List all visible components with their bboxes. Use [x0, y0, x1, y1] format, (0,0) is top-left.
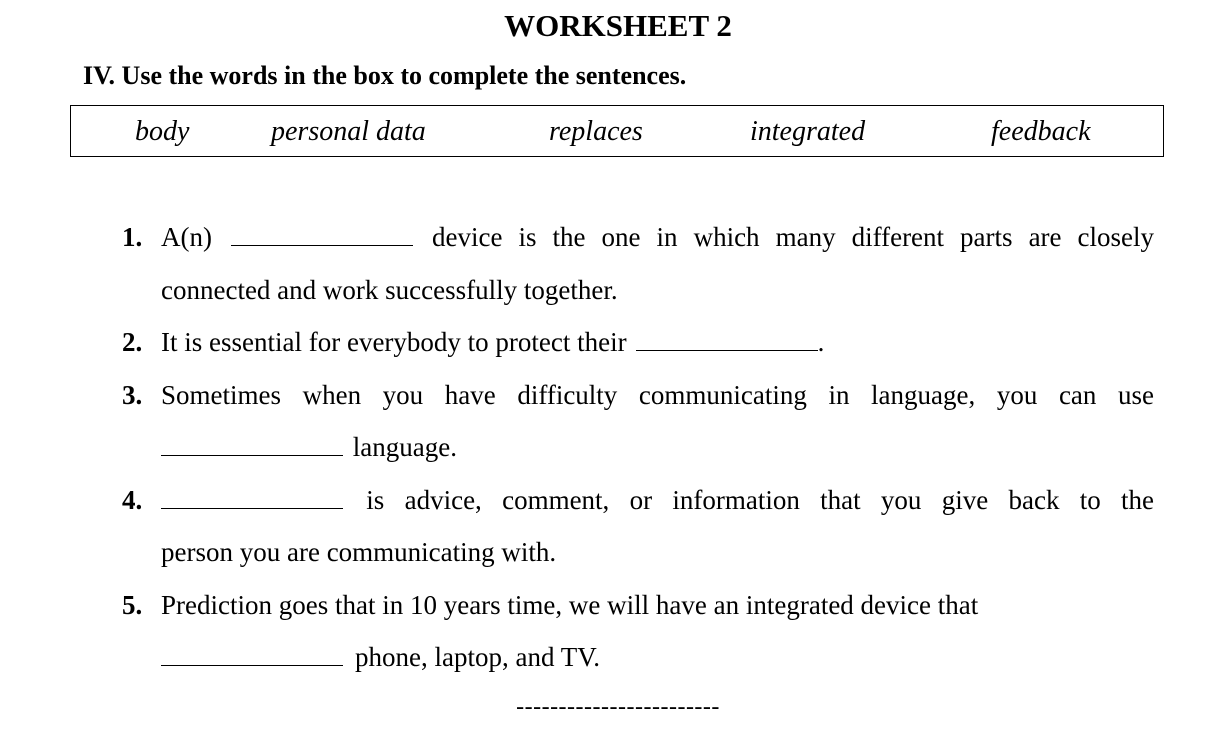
- item-line: [161, 369, 1154, 422]
- item-number: 3.: [122, 379, 143, 410]
- item-text: is advice, comment, or information that you give back to the: [366, 484, 1154, 515]
- item-text: person you are communicating with.: [161, 537, 557, 567]
- item-number: 4.: [122, 484, 143, 515]
- item-number: 5.: [122, 589, 143, 620]
- item-text: A(n): [161, 222, 212, 252]
- word-replaces: replaces: [549, 116, 643, 147]
- item-line: [161, 474, 1154, 527]
- sentence-item-2: [0, 316, 1209, 369]
- sentence-item-5: [0, 579, 1209, 684]
- item-line: [161, 579, 1154, 632]
- word-box: [70, 105, 1164, 157]
- sentence-list: [0, 211, 1209, 684]
- item-line: [161, 631, 1154, 684]
- item-text: phone, laptop, and TV.: [355, 642, 600, 672]
- sentence-item-4: [0, 474, 1209, 579]
- item-line: [161, 526, 1154, 579]
- answer-blank[interactable]: [161, 433, 343, 456]
- item-number: 1.: [122, 222, 143, 252]
- answer-blank[interactable]: [161, 486, 343, 509]
- worksheet-title: WORKSHEET 2: [504, 8, 732, 43]
- word-body: body: [135, 116, 190, 147]
- word-integrated: integrated: [750, 116, 866, 147]
- item-line: [161, 316, 1154, 369]
- item-text: .: [817, 327, 825, 357]
- word-personal-data: personal data: [271, 116, 426, 147]
- word-feedback: feedback: [991, 116, 1091, 147]
- item-text: Sometimes when you have difficulty communicating in language, you can use: [161, 379, 1154, 410]
- item-number: 2.: [122, 327, 143, 357]
- item-text: Prediction goes that in 10 years time, we will have an integrated device that: [161, 589, 979, 620]
- item-line: [161, 264, 1154, 317]
- sentence-item-3: [0, 369, 1209, 474]
- answer-blank[interactable]: [231, 223, 413, 246]
- answer-blank[interactable]: [636, 328, 818, 351]
- end-divider: ------------------------: [516, 694, 720, 720]
- sentence-item-1: [0, 211, 1209, 316]
- item-line: [161, 421, 1154, 474]
- item-text: It is essential for everybody to protect their: [161, 327, 627, 357]
- item-text: language.: [352, 432, 457, 462]
- item-text: device is the one in which many different parts are closely: [432, 222, 1154, 252]
- item-text: connected and work successfully together.: [161, 274, 618, 305]
- item-line: [161, 211, 1154, 264]
- instruction-heading: IV. Use the words in the box to complete the sentences.: [83, 61, 687, 90]
- answer-blank[interactable]: [161, 643, 343, 666]
